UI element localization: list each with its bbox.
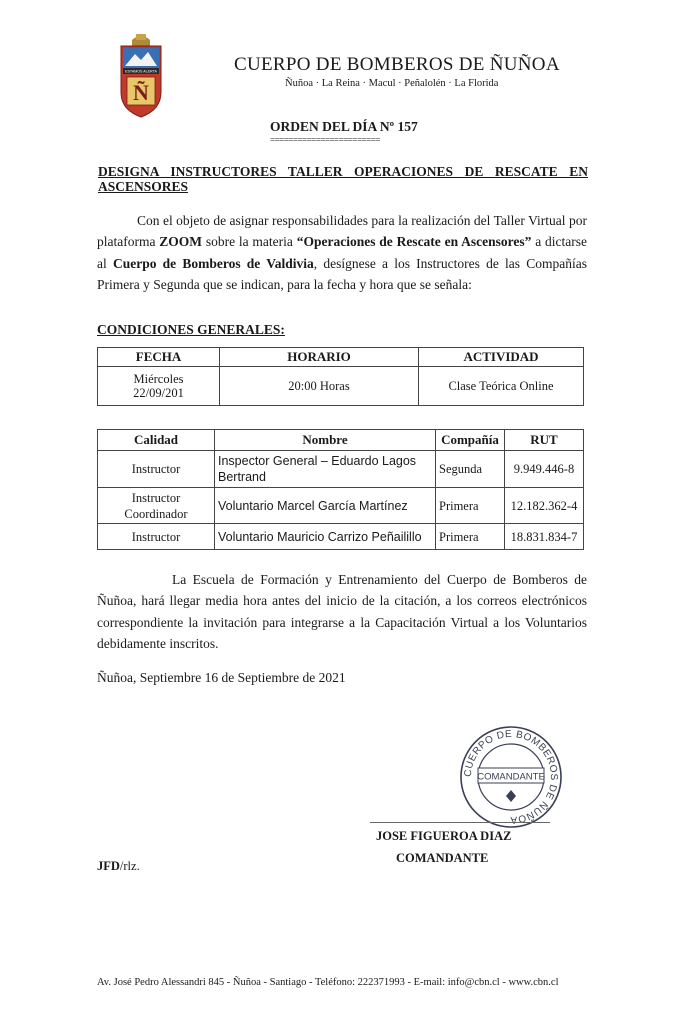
conditions-heading: CONDICIONES GENERALES: [97,322,285,337]
table-row [98,524,584,550]
closing-paragraph: La Escuela de Formación y Entrenamiento del Cuerpo de Bomberos de Ñuñoa, hará llegar media hora antes del inicio de la citación, a los correos electrónicos correspondiente la invitación para integrarse a la Capacitación Virtual a los Voluntarios debidamente inscritos. [97,572,587,651]
quality-cell: Instructor [98,524,215,550]
col-header-company: Compañía [436,430,505,451]
quality-cell: Instructor Coordinador [98,488,215,524]
col-header-quality: Calidad [98,430,215,451]
col-header-rut: RUT [505,430,584,451]
table-row [98,488,584,524]
table-row [98,451,584,488]
table-row [98,367,584,406]
company-cell: Segunda [436,451,505,488]
signature-line [370,822,550,823]
name-cell: Voluntario Mauricio Carrizo Peñailillo [215,524,436,550]
date-line: Ñuñoa, Septiembre 16 de Septiembre de 2021 [97,670,346,685]
commander-stamp [458,724,564,830]
table-header-row [98,348,584,367]
company-cell: Primera [436,488,505,524]
footer-address: Av. José Pedro Alessandri 845 - Ñuñoa - Santiago - Teléfono: 222371993 - E-mail: info@cbn.cl - www.cbn.cl [97,977,559,988]
signatory-title: COMANDANTE [396,851,489,865]
svg-text:COMANDANTE: COMANDANTE [477,771,545,783]
col-header-activity: ACTIVIDAD [419,348,584,367]
svg-text:ESTAMOS ALERTA: ESTAMOS ALERTA [125,69,157,74]
org-name: CUERPO DE BOMBEROS DE ÑUÑOA [234,54,560,75]
col-header-time: HORARIO [220,348,419,367]
col-header-date: FECHA [98,348,220,367]
crest-logo [118,32,164,118]
schedule-table [97,347,584,406]
table-header-row [98,430,584,451]
rut-cell: 18.831.834-7 [505,524,584,550]
instructors-table [97,429,584,550]
name-cell: Inspector General – Eduardo Lagos Bertrand [215,451,436,488]
rut-cell: 12.182.362-4 [505,488,584,524]
quality-cell: Instructor [98,451,215,488]
signatory-name: JOSE FIGUEROA DIAZ [376,829,512,843]
activity-cell: Clase Teórica Online [419,367,584,406]
company-cell: Primera [436,524,505,550]
order-title: ORDEN DEL DÍA Nº 157 [270,119,418,134]
date-cell: Miércoles 22/09/201 [98,367,220,406]
rut-cell: 9.949.446-8 [505,451,584,488]
order-title-underline: ======================== [270,135,380,145]
col-header-name: Nombre [215,430,436,451]
time-cell: 20:00 Horas [220,367,419,406]
subject-heading: DESIGNA INSTRUCTORES TALLER OPERACIONES DE RESCATE EN ASCENSORES [98,164,588,194]
intro-paragraph: Con el objeto de asignar responsabilidades para la realización del Taller Virtual por plataforma ZOOM sobre la materia “Operaciones de Rescate en Ascensores” a dictarse al Cuerpo de Bomberos de Valdivia, desígnese a los Instructores de las Compañías Primera y Segunda que se indican, para la fecha y hora que se señala: [97,213,587,292]
org-subtitle: Ñuñoa · La Reina · Macul · Peñalolén · La Florida [285,78,499,89]
name-cell: Voluntario Marcel García Martínez [215,488,436,524]
svg-text:CUERPO DE BOMBEROS DE ÑUÑOA: CUERPO DE BOMBEROS DE ÑUÑOA [462,728,560,826]
svg-text:Ñ: Ñ [133,80,149,105]
reference-initials: JFD/rlz. [97,859,140,873]
